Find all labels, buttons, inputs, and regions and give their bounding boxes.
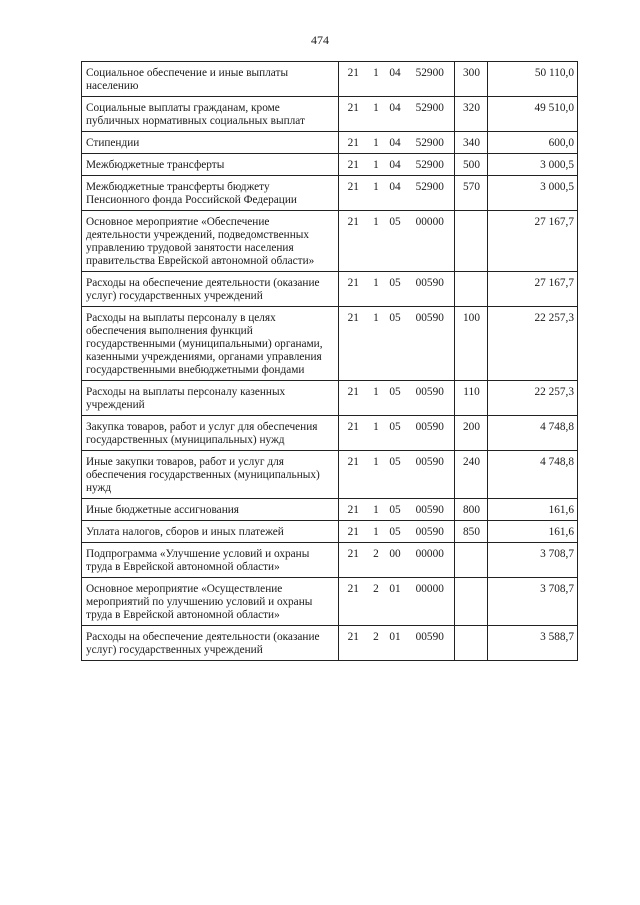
direction-code: 52900: [405, 62, 455, 97]
amount: 3 708,7: [488, 543, 578, 578]
expense-type-code: 200: [455, 416, 488, 451]
expense-type-code: [455, 211, 488, 272]
expense-type-code: 800: [455, 499, 488, 521]
expense-name: Подпрограмма «Улучшение условий и охраны труда в Еврейской автономной области»: [82, 543, 339, 578]
subprogram-code: 1: [367, 132, 385, 154]
amount: 50 110,0: [488, 62, 578, 97]
expense-name: Социальные выплаты гражданам, кроме публичных нормативных социальных выплат: [82, 97, 339, 132]
program-code: 21: [339, 176, 367, 211]
activity-code: 05: [385, 307, 405, 381]
program-code: 21: [339, 154, 367, 176]
expense-type-code: [455, 578, 488, 626]
page-number: 474: [311, 33, 329, 47]
direction-code: 00590: [405, 499, 455, 521]
table-row: [82, 132, 578, 154]
direction-code: 00000: [405, 543, 455, 578]
table-row: [82, 381, 578, 416]
amount: 161,6: [488, 521, 578, 543]
activity-code: 05: [385, 451, 405, 499]
program-code: 21: [339, 211, 367, 272]
amount: 161,6: [488, 499, 578, 521]
direction-code: 00000: [405, 211, 455, 272]
program-code: 21: [339, 626, 367, 661]
expense-type-code: [455, 543, 488, 578]
activity-code: 05: [385, 416, 405, 451]
activity-code: 05: [385, 272, 405, 307]
program-code: 21: [339, 307, 367, 381]
table-row: [82, 154, 578, 176]
table-row: [82, 307, 578, 381]
program-code: 21: [339, 416, 367, 451]
expense-type-code: [455, 272, 488, 307]
direction-code: 00590: [405, 626, 455, 661]
activity-code: 01: [385, 578, 405, 626]
activity-code: 04: [385, 176, 405, 211]
expense-name: Иные бюджетные ассигнования: [82, 499, 339, 521]
program-code: 21: [339, 97, 367, 132]
table-row: [82, 626, 578, 661]
expense-name: Межбюджетные трансферты бюджету Пенсионного фонда Российской Федерации: [82, 176, 339, 211]
table-row: [82, 578, 578, 626]
program-code: 21: [339, 578, 367, 626]
program-code: 21: [339, 543, 367, 578]
direction-code: 00590: [405, 451, 455, 499]
expense-name: Основное мероприятие «Обеспечение деятельности учреждений, подведомственных управлению трудовой занятости населения правительства Еврейской автономной области»: [82, 211, 339, 272]
expense-type-code: [455, 626, 488, 661]
table-row: [82, 272, 578, 307]
subprogram-code: 1: [367, 97, 385, 132]
table-row: [82, 521, 578, 543]
activity-code: 05: [385, 521, 405, 543]
expense-type-code: 240: [455, 451, 488, 499]
subprogram-code: 1: [367, 416, 385, 451]
table-row: [82, 97, 578, 132]
activity-code: 04: [385, 97, 405, 132]
subprogram-code: 2: [367, 626, 385, 661]
amount: 3 588,7: [488, 626, 578, 661]
amount: 3 000,5: [488, 176, 578, 211]
amount: 3 708,7: [488, 578, 578, 626]
subprogram-code: 1: [367, 499, 385, 521]
subprogram-code: 1: [367, 211, 385, 272]
expense-type-code: 850: [455, 521, 488, 543]
amount: 3 000,5: [488, 154, 578, 176]
subprogram-code: 1: [367, 521, 385, 543]
activity-code: 00: [385, 543, 405, 578]
expense-name: Расходы на выплаты персоналу казенных учреждений: [82, 381, 339, 416]
program-code: 21: [339, 272, 367, 307]
expense-name: Расходы на выплаты персоналу в целях обеспечения выполнения функций государственными (муниципальными) органами, казенными учреждениями, органами управления государственными внебюджетными фондами: [82, 307, 339, 381]
expense-name: Расходы на обеспечение деятельности (оказание услуг) государственных учреждений: [82, 626, 339, 661]
activity-code: 04: [385, 154, 405, 176]
amount: 600,0: [488, 132, 578, 154]
table-row: [82, 176, 578, 211]
amount: 4 748,8: [488, 451, 578, 499]
expense-name: Иные закупки товаров, работ и услуг для обеспечения государственных (муниципальных) нужд: [82, 451, 339, 499]
direction-code: 00590: [405, 521, 455, 543]
program-code: 21: [339, 132, 367, 154]
activity-code: 01: [385, 626, 405, 661]
subprogram-code: 1: [367, 381, 385, 416]
activity-code: 04: [385, 62, 405, 97]
expense-type-code: 100: [455, 307, 488, 381]
activity-code: 04: [385, 132, 405, 154]
subprogram-code: 1: [367, 307, 385, 381]
table-row: [82, 62, 578, 97]
table-row: [82, 543, 578, 578]
direction-code: 52900: [405, 154, 455, 176]
program-code: 21: [339, 521, 367, 543]
direction-code: 52900: [405, 132, 455, 154]
table-row: [82, 211, 578, 272]
budget-table-body: [82, 62, 578, 661]
expense-name: Межбюджетные трансферты: [82, 154, 339, 176]
program-code: 21: [339, 62, 367, 97]
direction-code: 00590: [405, 381, 455, 416]
program-code: 21: [339, 381, 367, 416]
subprogram-code: 1: [367, 451, 385, 499]
subprogram-code: 2: [367, 578, 385, 626]
expense-type-code: 340: [455, 132, 488, 154]
amount: 22 257,3: [488, 381, 578, 416]
subprogram-code: 1: [367, 272, 385, 307]
program-code: 21: [339, 499, 367, 521]
expense-type-code: 300: [455, 62, 488, 97]
expense-name: Расходы на обеспечение деятельности (оказание услуг) государственных учреждений: [82, 272, 339, 307]
subprogram-code: 1: [367, 176, 385, 211]
direction-code: 52900: [405, 176, 455, 211]
activity-code: 05: [385, 211, 405, 272]
expense-name: Закупка товаров, работ и услуг для обеспечения государственных (муниципальных) нужд: [82, 416, 339, 451]
amount: 49 510,0: [488, 97, 578, 132]
amount: 4 748,8: [488, 416, 578, 451]
amount: 27 167,7: [488, 272, 578, 307]
direction-code: 52900: [405, 97, 455, 132]
expense-type-code: 320: [455, 97, 488, 132]
expense-type-code: 570: [455, 176, 488, 211]
direction-code: 00590: [405, 307, 455, 381]
expense-name: Уплата налогов, сборов и иных платежей: [82, 521, 339, 543]
direction-code: 00000: [405, 578, 455, 626]
amount: 22 257,3: [488, 307, 578, 381]
subprogram-code: 1: [367, 62, 385, 97]
table-row: [82, 451, 578, 499]
direction-code: 00590: [405, 272, 455, 307]
table-row: [82, 499, 578, 521]
amount: 27 167,7: [488, 211, 578, 272]
budget-table: [81, 61, 578, 661]
subprogram-code: 2: [367, 543, 385, 578]
expense-name: Стипендии: [82, 132, 339, 154]
activity-code: 05: [385, 499, 405, 521]
program-code: 21: [339, 451, 367, 499]
table-row: [82, 416, 578, 451]
expense-name: Основное мероприятие «Осуществление мероприятий по улучшению условий и охраны труда в Еврейской автономной области»: [82, 578, 339, 626]
expense-type-code: 110: [455, 381, 488, 416]
activity-code: 05: [385, 381, 405, 416]
expense-type-code: 500: [455, 154, 488, 176]
subprogram-code: 1: [367, 154, 385, 176]
direction-code: 00590: [405, 416, 455, 451]
expense-name: Социальное обеспечение и иные выплаты населению: [82, 62, 339, 97]
